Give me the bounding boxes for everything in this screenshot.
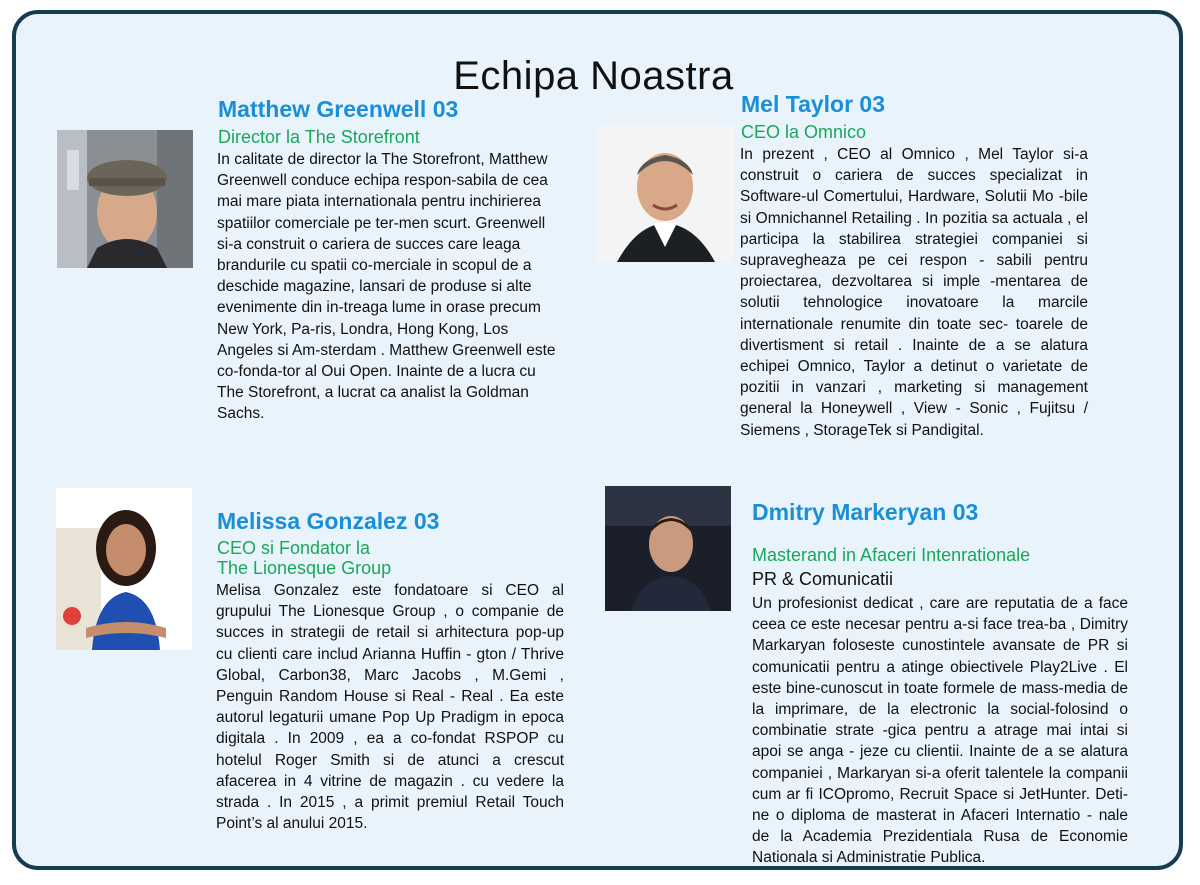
member-name: Mel Taylor 03: [741, 91, 886, 117]
member-bio: Melisa Gonzalez este fondatoare si CEO al grupului The Lionesque Group , o companie de succes in strategii de retail si arhitectura pop-up cu clienti care includ Arianna Huffin - gton / Thrive Global, Carbon38, Marc Jacobs , M.Gemi , Penguin Random House si Real - Real . Ea este autorul legaturii umane Pop Up Pradigm in epoca digitala . In 2009 , ea a co-fondat RSPOP cu hotelul Roger Smith si de atunci a crescut afacerea in 4 vitrine de magazin . cu vedere la strada . In 2015 , a primit premiul Retail Touch Point’s al anului 2015.: [216, 582, 564, 833]
member-role: Director la The Storefront: [218, 127, 420, 147]
mel-taylor-photo: [597, 125, 734, 262]
member-name: Matthew Greenwell 03: [218, 96, 459, 122]
member-bio: In calitate de director la The Storefront, Matthew Greenwell conduce echipa respon-sabila de cea mai mare piata internationala pentru inchirierea spatiilor comerciale pe ter-men scurt. Greenwell si-a construit o cariera de succes care leaga brandurile cu spatii co-merciale in scopul de a deschide magazine, lansari de produse si alte evenimente din in-treaga lume in orase precum New York, Pa-ris, Londra, Hong Kong, Los Angeles si Am-sterdam . Matthew Greenwell este co-fonda-tor al Oui Open. Inainte de a lucra cu The Storefront, a lucrat ca analist la Goldman Sachs.: [217, 151, 556, 423]
melissa-gonzalez-photo: [56, 488, 192, 650]
matthew-greenwell-photo: [57, 130, 193, 268]
member-bio: In prezent , CEO al Omnico , Mel Taylor si-a construit o cariera de succes specializat in Software-ul Comertului, Hardware, Solutii Mo -bile si Omnichannel Retailing . In pozitia sa actuala , el participa la stabilirea strategiei companiei si supravegheaza pe cei respon - sabili pentru proiectarea, dezvoltarea si imple -mentarea de solutii tehnologice inovatoare la marcile internationale renumite din toate sec- toarele de divertisment si retail . Inainte de a se alatura echipei Omnico, Taylor a detinut o varietate de pozitii in vanzari , marketing si management general la Honeywell , View - Sonic , Fujitsu / Siemens , StorageTek si Pandigital.: [740, 146, 1088, 439]
dmitry-markeryan-photo: [605, 486, 731, 611]
member-role-secondary: PR & Comunicatii: [752, 569, 894, 589]
member-name: Dmitry Markeryan 03: [752, 499, 979, 525]
page-title: Echipa Noastra: [453, 54, 734, 98]
member-role: CEO la Omnico: [741, 122, 867, 142]
member-role: Masterand in Afaceri Intenrationale: [752, 545, 1031, 565]
member-bio: Un profesionist dedicat , care are reputatia de a face ceea ce este necesar pentru a-si face trea-ba , Dimitry Markaryan foloseste cunostintele avansate de PR si comunicatii pentru a atinge obiectivele Play2Live . El este bine-cunoscut in toate formele de mass-media de la imprimare, de la electronic la social-folosind o combinatie strate -gica pentru a atrage mai intai si apoi se anga - jeze cu clientii. Inainte de a se alatura companiei , Markaryan si-a oferit talentele la companii cum ar fi ICOpromo, Recruit Space si JetHunter. Deti- ne o diploma de masterat in Afaceri Internatio - nale de la Academia Prezidentiala Rusa de Economie Nationala si Administratie Publica.: [752, 595, 1128, 867]
member-role: CEO si Fondator la The Lionesque Group: [217, 538, 392, 578]
member-name: Melissa Gonzalez 03: [217, 508, 440, 534]
